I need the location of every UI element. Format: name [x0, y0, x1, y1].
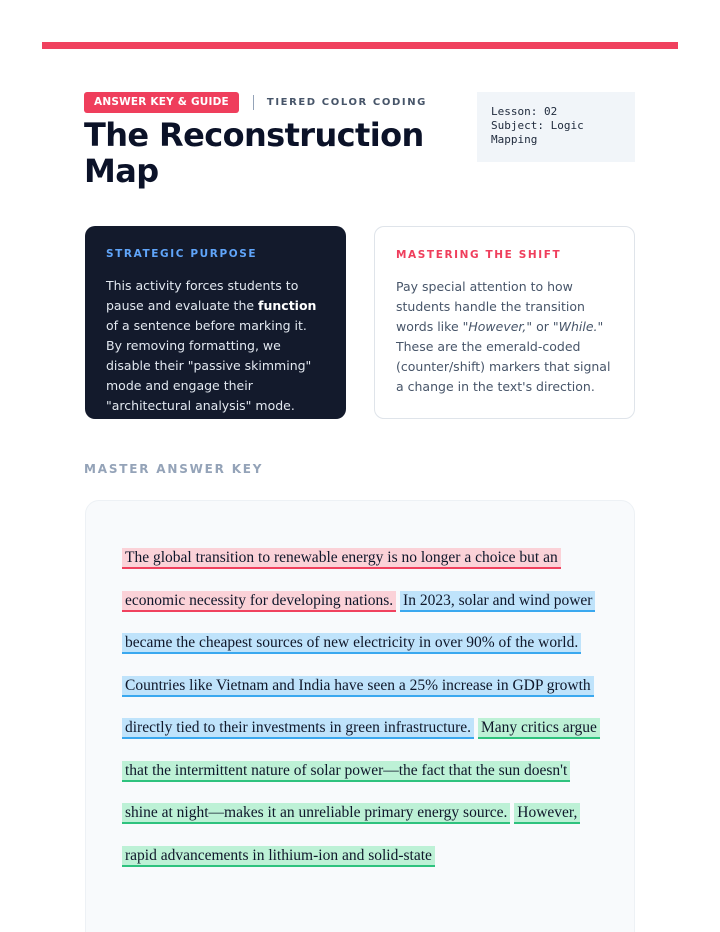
top-accent-rule: [42, 42, 678, 49]
shift-text-italic: "However,": [462, 319, 533, 334]
highlight-segment: The global transition to renewable energy is no longer a choice but an economic necessity for developing nations.: [122, 548, 561, 612]
strategic-text-part: of a sentence before marking it. By removing formatting, we disable their "passive skimming" mode and engage their "architectural analysis" mode.: [106, 318, 312, 413]
highlight-segment: Countries like Vietnam and India have seen a 25% increase in GDP growth directly tied to their investments in green infrastructure.: [122, 676, 594, 740]
highlight-segment: Many critics argue that the intermittent nature of solar power—the fact that the sun doesn't shine at night—makes it an unreliable primary energy source.: [122, 718, 600, 824]
strategic-purpose-text: [106, 276, 325, 416]
shift-text-part: or: [532, 319, 553, 334]
strategic-text-part: This activity forces students to pause and evaluate the: [106, 278, 299, 313]
mastering-shift-label: MASTERING THE SHIFT: [396, 249, 562, 261]
lesson-number: Lesson: 02: [491, 105, 558, 118]
shift-text-italic: "While.": [552, 319, 604, 334]
mastering-shift-text: [396, 277, 613, 397]
answer-key-passage: [122, 537, 598, 877]
strategic-text-emphasis: function: [258, 298, 317, 313]
highlight-segment: In 2023, solar and wind power became the cheapest sources of new electricity in over 90% of the world.: [122, 591, 595, 655]
answer-key-badge: ANSWER KEY & GUIDE: [84, 92, 239, 113]
shift-text-part: Pay special attention to how students handle the transition words like: [396, 279, 585, 334]
highlight-segment: However, rapid advancements in lithium-ion and solid-state: [122, 803, 580, 867]
strategic-purpose-card: [85, 226, 346, 419]
answer-key-panel: [85, 500, 635, 932]
master-answer-key-label: MASTER ANSWER KEY: [84, 462, 264, 476]
coding-tag: TIERED COLOR CODING: [266, 97, 427, 108]
lesson-meta-box: [477, 92, 635, 162]
shift-text-part: These are the emerald-coded (counter/shift) markers that signal a change in the text's direction.: [396, 339, 611, 394]
header-divider: [253, 95, 254, 110]
mastering-shift-card: [374, 226, 635, 419]
page-title: The Reconstruction Map: [84, 116, 424, 190]
lesson-subject: Subject: Logic Mapping: [491, 119, 591, 146]
header-badge-row: [84, 92, 427, 113]
strategic-purpose-label: STRATEGIC PURPOSE: [106, 248, 258, 260]
